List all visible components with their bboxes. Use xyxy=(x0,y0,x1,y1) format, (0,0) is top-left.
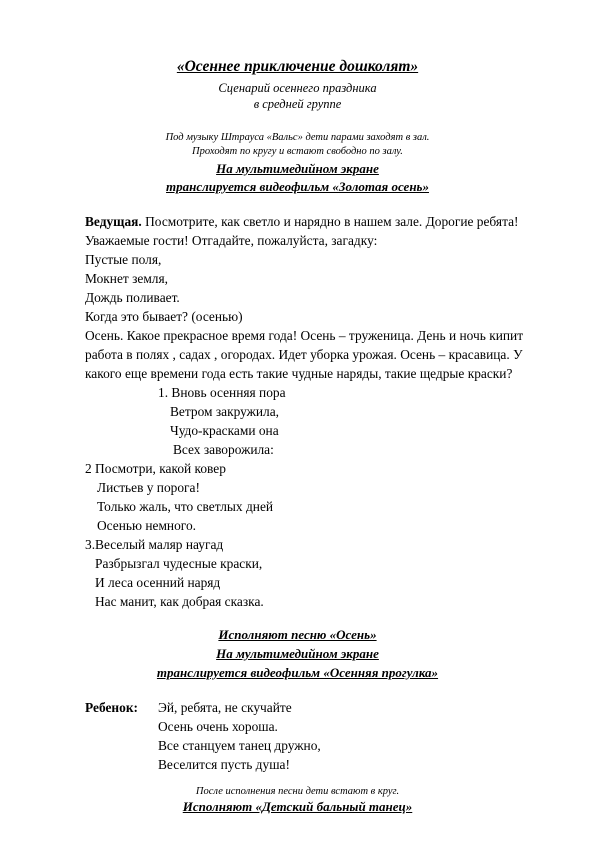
poem-3-line: Нас манит, как добрая сказка. xyxy=(95,594,264,609)
video-note-2: транслируется видеофильм «Золотая осень» xyxy=(166,179,429,194)
poem-2-line: Листьев у порога! xyxy=(97,480,200,495)
poem-1-line: Чудо-красками она xyxy=(170,423,279,438)
child-line: Эй, ребята, не скучайте xyxy=(158,700,292,715)
stage-remark-after-song: После исполнения песни дети встают в круг. xyxy=(195,786,400,797)
song-note-2: На мультимедийном экране xyxy=(216,646,379,661)
subtitle-line-2: в средней группе xyxy=(253,97,342,111)
poem-3-line: Разбрызгал чудесные краски, xyxy=(95,556,263,571)
poem-3-line: И леса осенний наряд xyxy=(95,575,221,590)
host-line: какого еще времени года есть такие чудные наряды, такие щедрые краски? xyxy=(85,366,513,381)
host-line: работа в полях , садах , огородах. Идет уборка урожая. Осень – красавица. У xyxy=(85,347,523,362)
page-title: «Осеннее приключение дошколят» xyxy=(176,58,419,75)
host-line: Уважаемые гости! Отгадайте, пожалуйста, загадку: xyxy=(85,233,378,248)
dance-note: Исполняют «Детский бальный танец» xyxy=(182,799,413,814)
poem-2-line: 2 Посмотри, какой ковер xyxy=(85,461,226,476)
poem-1-line: Всех заворожила: xyxy=(173,442,274,457)
child-line: Осень очень хороша. xyxy=(158,719,278,734)
poem-1-line: Ветром закружила, xyxy=(170,404,280,419)
song-note-1: Исполняют песню «Осень» xyxy=(218,627,377,642)
host-paragraph: Ведущая. Посмотрите, как светло и нарядно в нашем зале. Дорогие ребята! xyxy=(85,214,519,229)
speaker-child: Ребенок: xyxy=(85,700,138,715)
poem-2-line: Осенью немного. xyxy=(97,518,196,533)
host-line: Когда это бывает? (осенью) xyxy=(85,309,243,324)
poem-2-line: Только жаль, что светлых дней xyxy=(97,499,274,514)
host-line: Дождь поливает. xyxy=(85,290,180,305)
host-line: Мокнет земля, xyxy=(85,271,168,286)
host-line: Пустые поля, xyxy=(85,252,162,267)
child-line: Все станцуем танец дружно, xyxy=(158,738,321,753)
song-note-3: транслируется видеофильм «Осенняя прогулка» xyxy=(156,665,439,680)
subtitle-line-1: Сценарий осеннего праздника xyxy=(218,81,377,95)
poem-1-line: 1. Вновь осенняя пора xyxy=(158,385,286,400)
video-note-1: На мультимедийном экране xyxy=(216,161,379,176)
poem-3-line: 3.Веселый маляр наугад xyxy=(85,537,224,552)
stage-remark-1: Под музыку Штрауса «Вальс» дети парами заходят в зал. xyxy=(165,132,430,143)
child-line: Веселится пусть душа! xyxy=(158,757,290,772)
stage-remark-2: Проходят по кругу и встают свободно по залу. xyxy=(192,146,403,157)
speaker-host: Ведущая. xyxy=(85,214,142,229)
host-line: Осень. Какое прекрасное время года! Осень – труженица. День и ночь кипит xyxy=(85,328,524,343)
